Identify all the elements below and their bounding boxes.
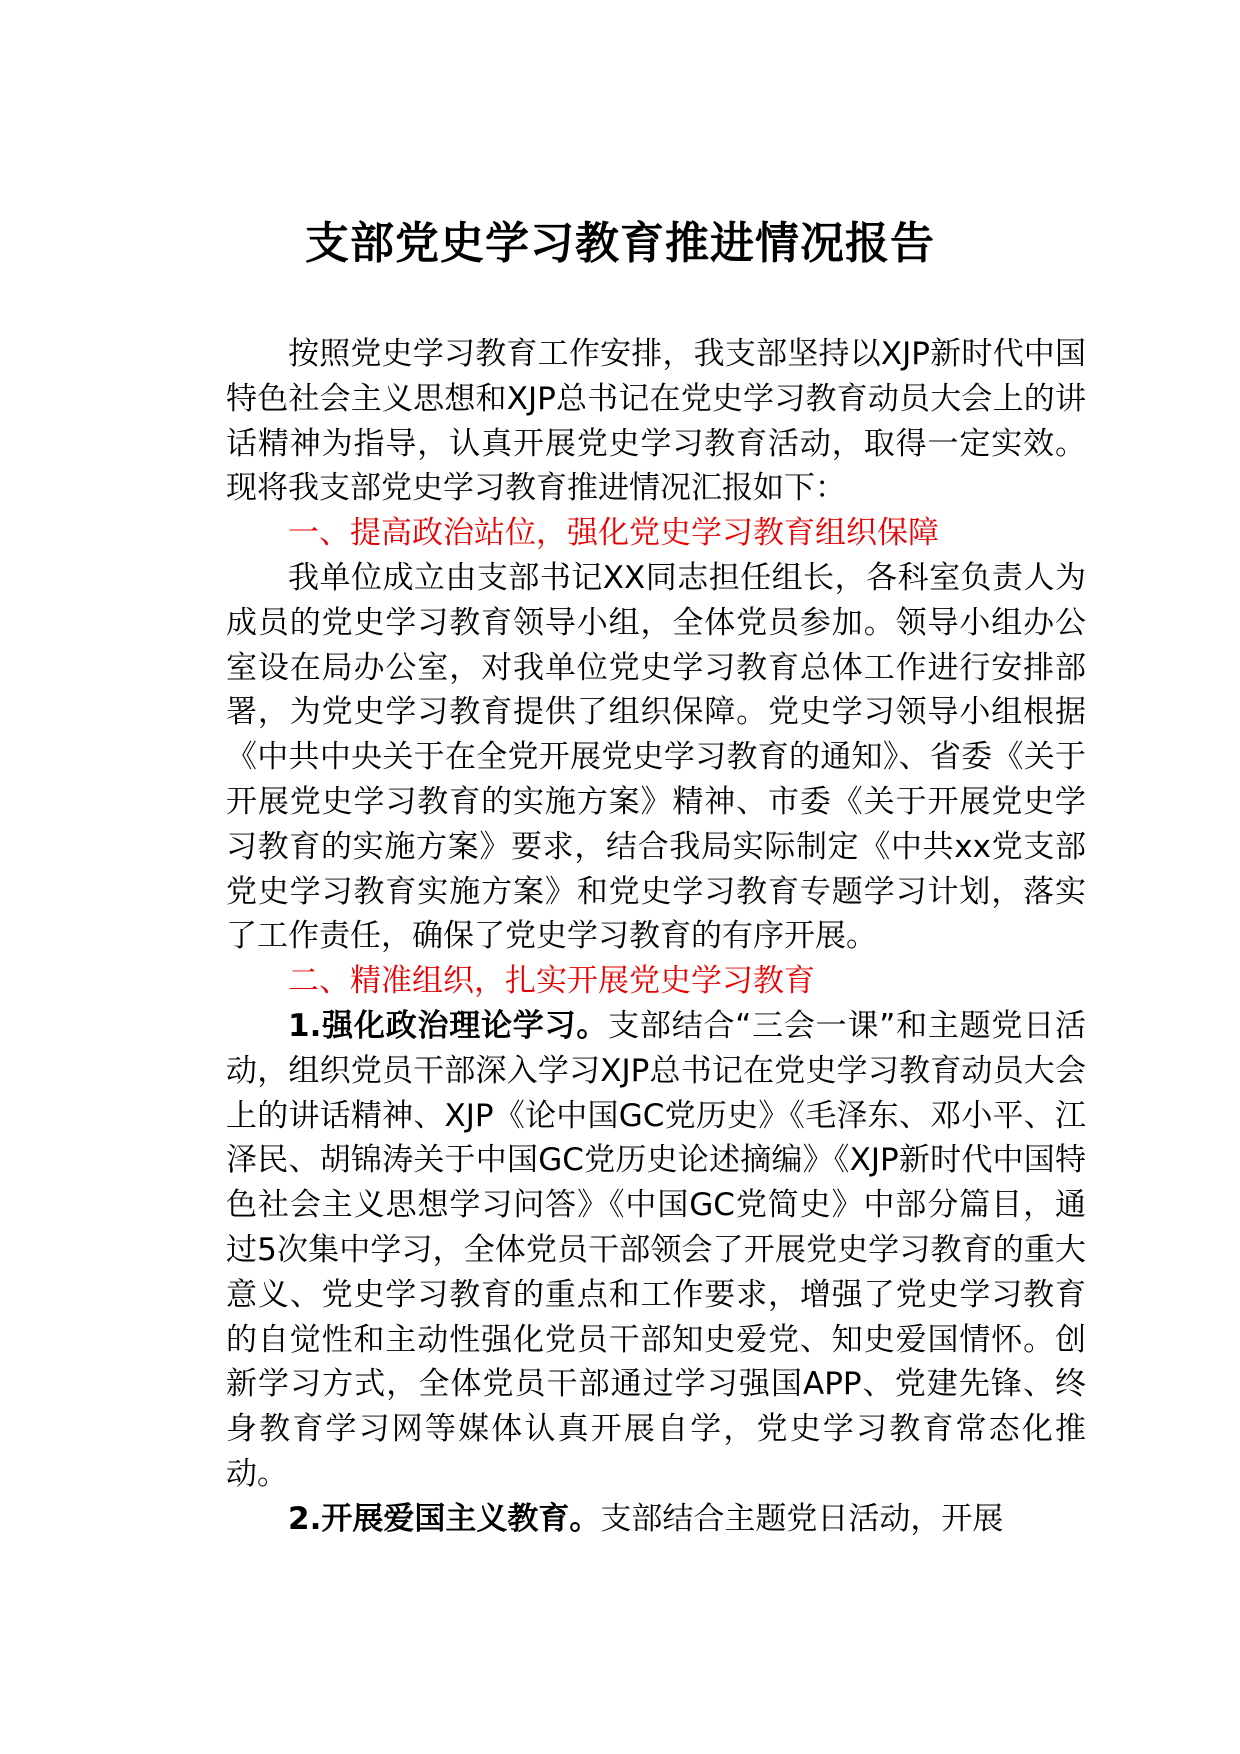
section-2-item-2 xyxy=(226,1497,1086,1542)
document-title: 支部党史学习教育推进情况报告 xyxy=(305,218,935,269)
intro-paragraph: 按照党史学习教育工作安排，我支部坚持以XJP新时代中国特色社会主义思想和XJP总书记在党史学习教育动员大会上的讲话精神为指导，认真开展党史学习教育活动，取得一定实效。现将我支部党史学习教育推进情况汇报如下： xyxy=(226,336,1086,507)
section-2-item-1 xyxy=(226,1004,1086,1497)
item-2-lead: 2.开展爱国主义教育。 xyxy=(288,1500,601,1537)
section-1-heading: 一、提高政治站位，强化党史学习教育组织保障 xyxy=(288,515,939,552)
document-body xyxy=(226,332,1086,1542)
item-2-text: 支部结合主题党日活动，开展 xyxy=(600,1500,1004,1537)
section-2-heading: 二、精准组织，扎实开展党史学习教育 xyxy=(288,963,815,1000)
item-1-lead: 1.强化政治理论学习。 xyxy=(288,1007,609,1044)
section-1-paragraph: 我单位成立由支部书记XX同志担任组长，各科室负责人为成员的党史学习教育领导小组，全体党员参加。领导小组办公室设在局办公室，对我单位党史学习教育总体工作进行安排部署，为党史学习教育提供了组织保障。党史学习领导小组根据《中共中央关于在全党开展党史学习教育的通知》、省委《关于开展党史学习教育的实施方案》精神、市委《关于开展党史学习教育的实施方案》要求，结合我局实际制定《中共xx党支部党史学习教育实施方案》和党史学习教育专题学习计划，落实了工作责任，确保了党史学习教育的有序开展。 xyxy=(226,559,1086,955)
item-1-text: 支部结合“三会一课”和主题党日活动，组织党员干部深入学习XJP总书记在党史学习教育动员大会上的讲话精神、XJP《论中国GC党历史》《毛泽东、邓小平、江泽民、胡锦涛关于中国GC党历史论述摘编》《XJP新时代中国特色社会主义思想学习问答》《中国GC党简史》中部分篇目，通过5次集中学习，全体党员干部领会了开展党史学习教育的重大意义、党史学习教育的重点和工作要求，增强了党史学习教育的自觉性和主动性强化党员干部知史爱党、知史爱国情怀。创新学习方式，全体党员干部通过学习强国APP、党建先锋、终身教育学习网等媒体认真开展自学，党史学习教育常态化推动。 xyxy=(226,1007,1086,1492)
